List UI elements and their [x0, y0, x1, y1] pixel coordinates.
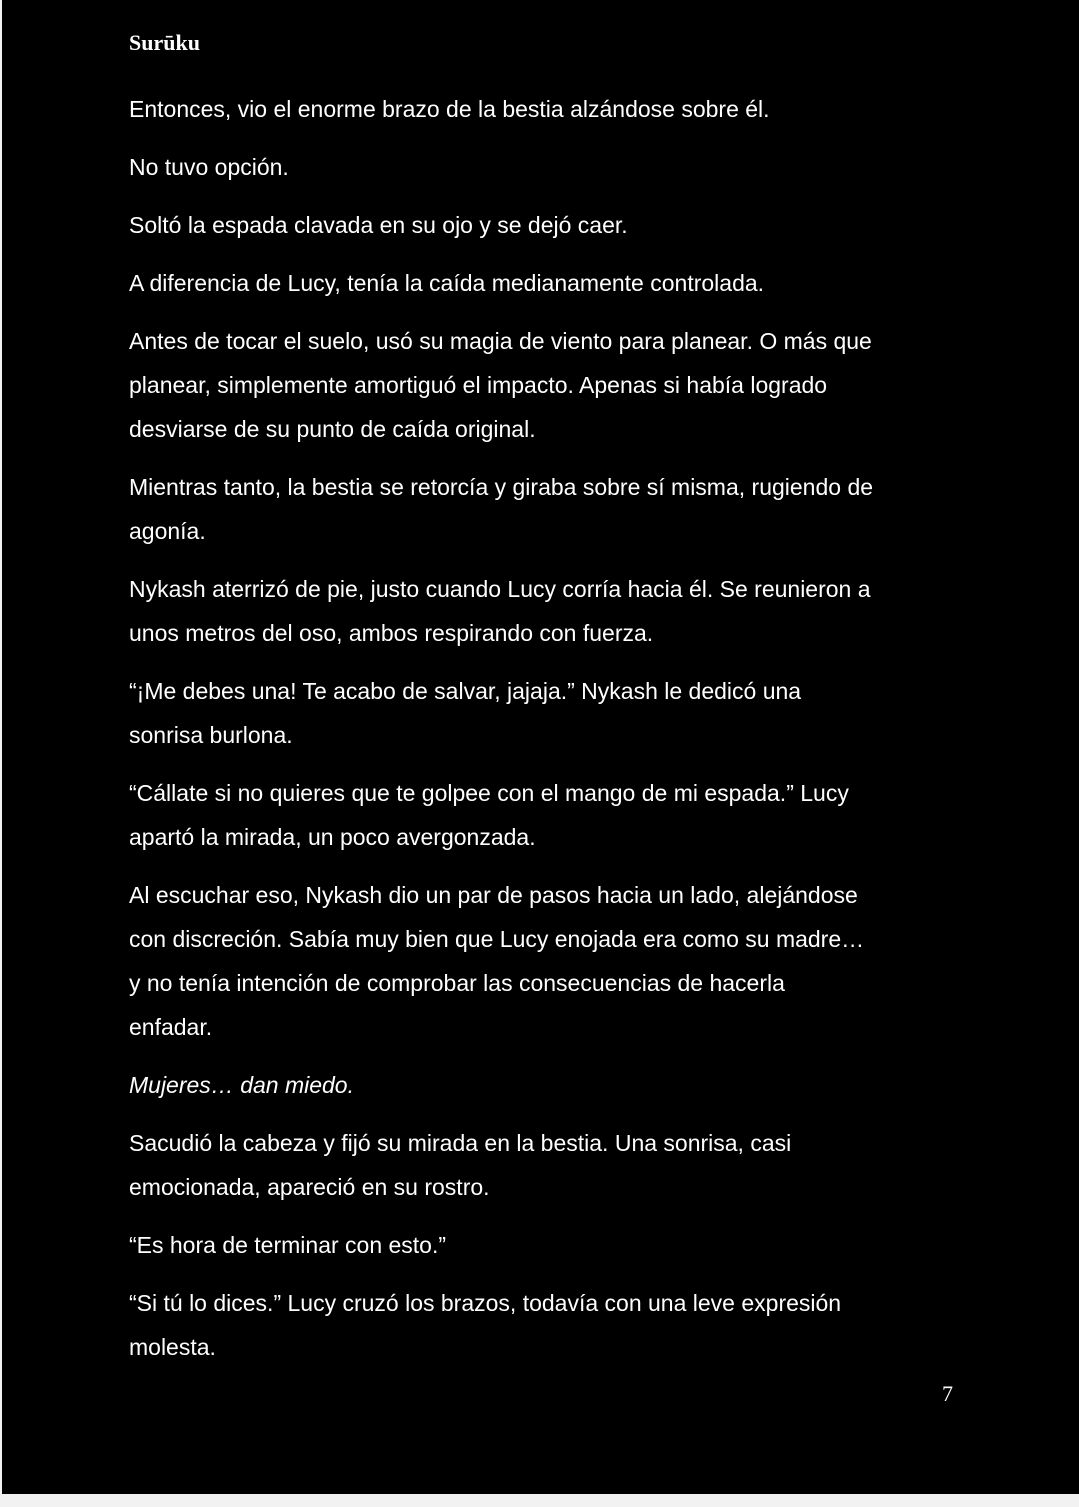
text-line: “Es hora de terminar con esto.”	[129, 1232, 447, 1258]
paragraph	[129, 470, 979, 558]
document-page	[2, 0, 1079, 1494]
text-line: Mujeres… dan miedo.	[129, 1072, 354, 1098]
text-line: Mientras tanto, la bestia se retorcía y giraba sobre sí misma, rugiendo de	[129, 474, 874, 500]
text-line: Entonces, vio el enorme brazo de la bestia alzándose sobre él.	[129, 96, 770, 122]
text-line: desviarse de su punto de caída original.	[129, 416, 536, 442]
text-line: “Si tú lo dices.” Lucy cruzó los brazos, todavía con una leve expresión	[129, 1290, 842, 1316]
paragraph	[129, 572, 979, 660]
paragraph	[129, 878, 979, 1054]
text-line: agonía.	[129, 518, 206, 544]
text-line: “Cállate si no quieres que te golpee con el mango de mi espada.” Lucy	[129, 780, 849, 806]
text-line: planear, simplemente amortiguó el impacto. Apenas si había logrado	[129, 372, 828, 398]
text-line: Al escuchar eso, Nykash dio un par de pasos hacia un lado, alejándose	[129, 882, 858, 908]
text-line: Soltó la espada clavada en su ojo y se dejó caer.	[129, 212, 628, 238]
paragraph	[129, 208, 979, 252]
paragraph	[129, 1228, 979, 1272]
paragraph	[129, 1068, 979, 1112]
paragraph	[129, 1286, 979, 1374]
paragraph	[129, 92, 979, 136]
paragraph	[129, 150, 979, 194]
text-line: molesta.	[129, 1334, 216, 1360]
body-text	[129, 92, 979, 1388]
page-number: 7	[942, 1381, 953, 1406]
text-line: Antes de tocar el suelo, usó su magia de viento para planear. O más que	[129, 328, 872, 354]
text-line: emocionada, apareció en su rostro.	[129, 1174, 490, 1200]
text-line: enfadar.	[129, 1014, 213, 1040]
paragraph	[129, 1126, 979, 1214]
paragraph	[129, 324, 979, 456]
text-line: con discreción. Sabía muy bien que Lucy enojada era como su madre…	[129, 926, 865, 952]
text-line: Nykash aterrizó de pie, justo cuando Lucy corría hacia él. Se reunieron a	[129, 576, 871, 602]
text-line: Sacudió la cabeza y fijó su mirada en la bestia. Una sonrisa, casi	[129, 1130, 792, 1156]
text-line: y no tenía intención de comprobar las consecuencias de hacerla	[129, 970, 785, 996]
text-line: unos metros del oso, ambos respirando con fuerza.	[129, 620, 654, 646]
paragraph	[129, 776, 979, 864]
text-line: apartó la mirada, un poco avergonzada.	[129, 824, 536, 850]
paragraph	[129, 674, 979, 762]
paragraph	[129, 266, 979, 310]
text-line: A diferencia de Lucy, tenía la caída medianamente controlada.	[129, 270, 765, 296]
text-line: “¡Me debes una! Te acabo de salvar, jajaja.” Nykash le dedicó una	[129, 678, 802, 704]
text-line: No tuvo opción.	[129, 154, 289, 180]
running-header: Surūku	[129, 30, 200, 55]
text-line: sonrisa burlona.	[129, 722, 293, 748]
